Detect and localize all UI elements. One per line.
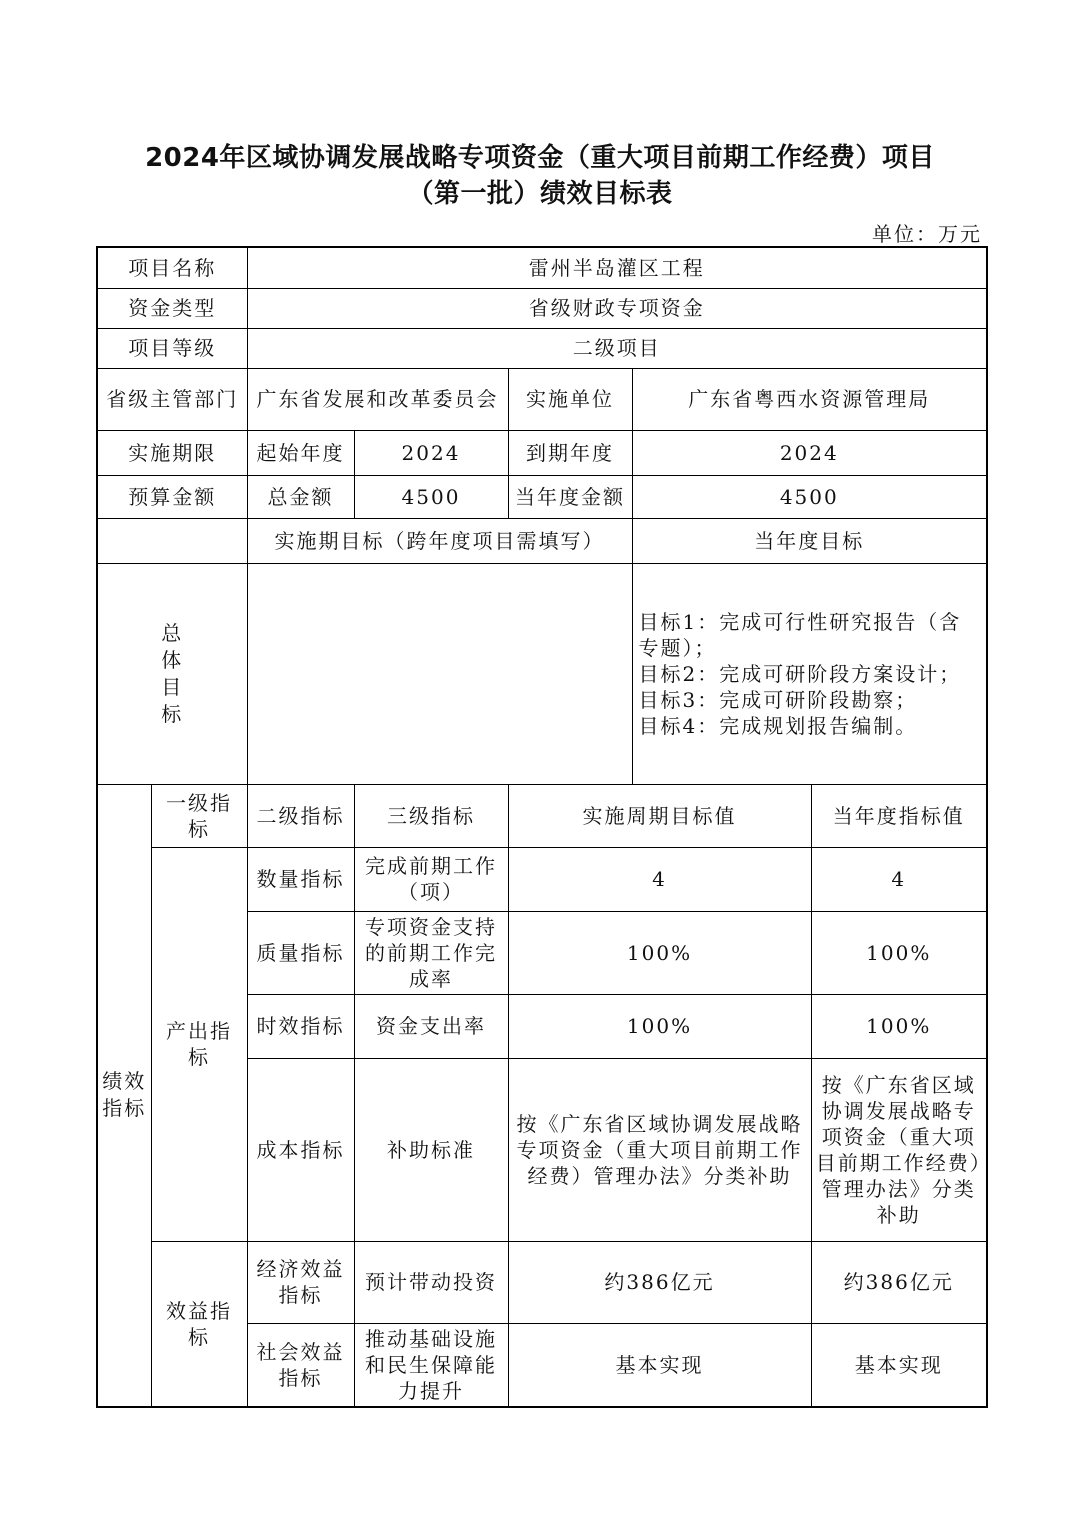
level3-cell: 专项资金支持的前期工作完成率 <box>354 911 508 994</box>
row-fund-type <box>97 288 987 328</box>
year-value-cell: 4 <box>811 847 987 911</box>
row-overall-goal <box>97 563 987 784</box>
table-row <box>97 1241 987 1323</box>
period-target-header: 实施周期目标值 <box>508 784 811 847</box>
period-value-cell: 约386亿元 <box>508 1241 811 1323</box>
project-level-value: 二级项目 <box>247 328 987 368</box>
level2-cell: 成本指标 <box>247 1058 354 1241</box>
level3-cell: 推动基础设施和民生保障能力提升 <box>354 1323 508 1407</box>
fund-type-value: 省级财政专项资金 <box>247 288 987 328</box>
row-project-name <box>97 247 987 288</box>
perf-label: 绩效指标 <box>97 784 151 1407</box>
level3-cell: 预计带动投资 <box>354 1241 508 1323</box>
project-name-label: 项目名称 <box>97 247 247 288</box>
year-goal-1: 目标1：完成可行性研究报告（含专题）； <box>638 609 962 660</box>
start-year-label: 起始年度 <box>247 430 354 475</box>
unit-label: 单位：万元 <box>872 222 982 246</box>
dept-label: 省级主管部门 <box>97 368 247 430</box>
year-amount-value: 4500 <box>632 475 987 518</box>
year-target-header: 当年度指标值 <box>811 784 987 847</box>
impl-unit-label: 实施单位 <box>508 368 632 430</box>
row-budget <box>97 475 987 518</box>
table-row <box>97 847 987 911</box>
level2-cell: 质量指标 <box>247 911 354 994</box>
level1-header: 一级指标 <box>151 784 247 847</box>
row-indicator-headers <box>97 784 987 847</box>
page-title <box>0 140 1080 212</box>
year-goal-header: 当年度目标 <box>632 518 987 563</box>
blank-cell <box>97 518 247 563</box>
year-goal-3: 目标3：完成可研阶段勘察； <box>638 687 918 712</box>
level2-cell: 经济效益指标 <box>247 1241 354 1323</box>
title-line-1: 2024年区域协调发展战略专项资金（重大项目前期工作经费）项目 <box>145 143 935 173</box>
overall-goal-label: 总 体 目 标 <box>97 563 247 784</box>
period-value-cell: 100% <box>508 911 811 994</box>
benefit-label: 效益指标 <box>151 1241 247 1407</box>
budget-label: 预算金额 <box>97 475 247 518</box>
level3-cell: 资金支出率 <box>354 994 508 1058</box>
year-value-cell: 基本实现 <box>811 1323 987 1407</box>
dept-value: 广东省发展和改革委员会 <box>247 368 508 430</box>
impl-goal-header: 实施期目标（跨年度项目需填写） <box>247 518 632 563</box>
year-value-cell: 100% <box>811 911 987 994</box>
year-value-cell: 约386亿元 <box>811 1241 987 1323</box>
row-project-level <box>97 328 987 368</box>
end-year-value: 2024 <box>632 430 987 475</box>
row-goal-headers <box>97 518 987 563</box>
level2-header: 二级指标 <box>247 784 354 847</box>
year-goals <box>632 563 987 784</box>
impl-goal-text <box>247 563 632 784</box>
row-department <box>97 368 987 430</box>
start-year-value: 2024 <box>354 430 508 475</box>
year-amount-label: 当年度金额 <box>508 475 632 518</box>
year-goal-4: 目标4：完成规划报告编制。 <box>638 713 918 738</box>
total-label: 总金额 <box>247 475 354 518</box>
project-level-label: 项目等级 <box>97 328 247 368</box>
level2-cell: 社会效益指标 <box>247 1323 354 1407</box>
level3-header: 三级指标 <box>354 784 508 847</box>
level2-cell: 数量指标 <box>247 847 354 911</box>
level2-cell: 时效指标 <box>247 994 354 1058</box>
project-name-value: 雷州半岛灌区工程 <box>247 247 987 288</box>
period-value-cell: 100% <box>508 994 811 1058</box>
period-value-cell: 4 <box>508 847 811 911</box>
year-value-cell: 100% <box>811 994 987 1058</box>
row-period <box>97 430 987 475</box>
year-goal-2: 目标2：完成可研阶段方案设计； <box>638 661 962 686</box>
period-label: 实施期限 <box>97 430 247 475</box>
level3-cell: 补助标准 <box>354 1058 508 1241</box>
output-label: 产出指标 <box>151 847 247 1241</box>
end-year-label: 到期年度 <box>508 430 632 475</box>
period-value-cell: 基本实现 <box>508 1323 811 1407</box>
impl-unit-value: 广东省粤西水资源管理局 <box>632 368 987 430</box>
fund-type-label: 资金类型 <box>97 288 247 328</box>
total-value: 4500 <box>354 475 508 518</box>
performance-table <box>96 246 988 1408</box>
level3-cell: 完成前期工作（项） <box>354 847 508 911</box>
period-value-cell: 按《广东省区域协调发展战略专项资金（重大项目前期工作经费）管理办法》分类补助 <box>508 1058 811 1241</box>
year-value-cell: 按《广东省区域协调发展战略专项资金（重大项目前期工作经费）管理办法》分类补助 <box>811 1058 987 1241</box>
title-line-2: （第一批）绩效目标表 <box>407 179 673 209</box>
